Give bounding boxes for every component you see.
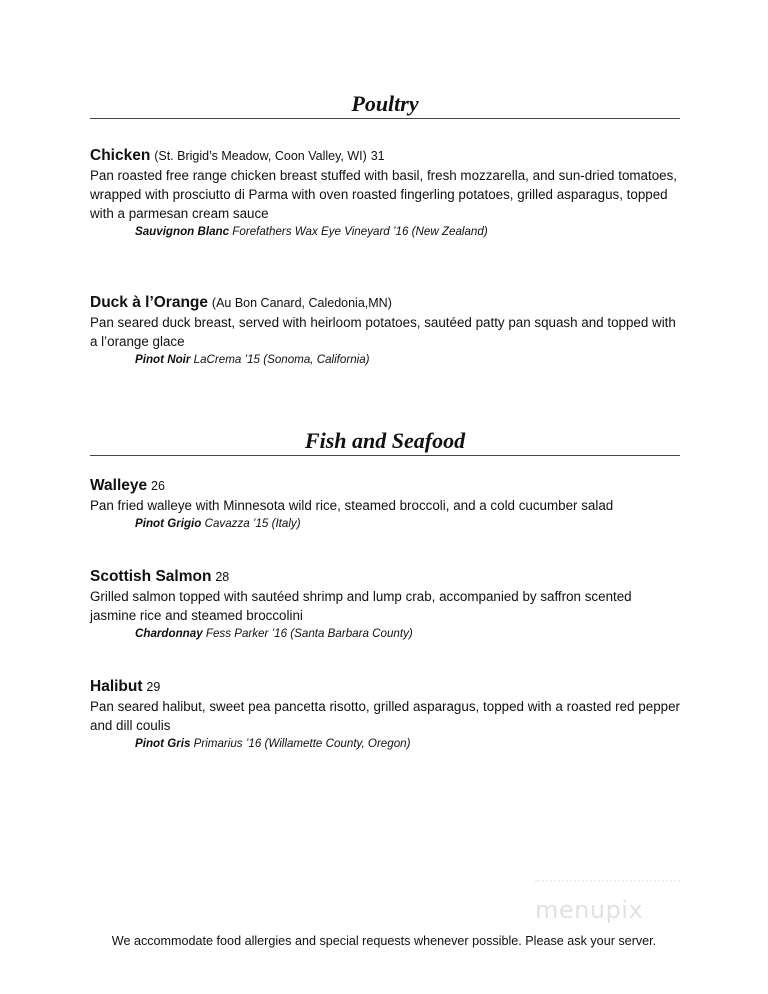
item-description: Pan seared halibut, sweet pea pancetta risotto, grilled asparagus, topped with a roasted red pepper and dill coulis [90, 699, 680, 733]
pairing-detail: Forefathers Wax Eye Vineyard ’16 (New Zealand) [232, 225, 488, 238]
pairing-detail: Cavazza ’15 (Italy) [204, 517, 301, 530]
item-description: Pan seared duck breast, served with heirloom potatoes, sautéed patty pan squash and topped with a l’orange glace [90, 315, 676, 349]
pairing-wine: Pinot Noir [135, 353, 191, 366]
wine-pairing [90, 515, 680, 532]
item-source: (Au Bon Canard, Caledonia,MN) [211, 296, 392, 310]
wine-pairing [90, 223, 680, 240]
item-description: Pan fried walleye with Minnesota wild rice, steamed broccoli, and a cold cucumber salad [90, 498, 614, 513]
section-title-fish-seafood: Fish and Seafood [304, 428, 466, 453]
item-source: (St. Brigid’s Meadow, Coon Valley, WI) [154, 149, 367, 163]
pairing-wine: Pinot Grigio [135, 517, 202, 530]
item-name: Chicken [90, 147, 151, 164]
pairing-wine: Chardonnay [135, 627, 203, 640]
menupix-watermark [530, 870, 690, 930]
menu-item-scottish-salmon [90, 566, 680, 642]
item-header [90, 566, 680, 587]
menu-item-halibut [90, 676, 680, 752]
item-header [90, 676, 680, 697]
menu-item-chicken [90, 145, 680, 240]
item-price: 31 [370, 149, 385, 163]
pairing-wine: Sauvignon Blanc [135, 225, 230, 238]
item-price: 29 [146, 680, 161, 694]
watermark-decoration [535, 880, 680, 886]
item-price: 28 [215, 570, 230, 584]
menu-item-walleye [90, 475, 680, 532]
wine-pairing [90, 625, 680, 642]
wine-pairing [90, 351, 680, 368]
pairing-detail: Fess Parker ’16 (Santa Barbara County) [205, 627, 413, 640]
item-name: Duck à l’Orange [90, 294, 209, 311]
pairing-detail: Primarius ’16 (Willamette County, Oregon) [193, 737, 411, 750]
pairing-detail: LaCrema ’15 (Sonoma, California) [193, 353, 370, 366]
item-header [90, 292, 680, 313]
section-divider [90, 455, 680, 456]
item-header [90, 145, 680, 166]
item-name: Scottish Salmon [90, 568, 212, 585]
item-name: Walleye [90, 477, 148, 494]
menu-item-duck [90, 292, 680, 368]
item-description: Grilled salmon topped with sautéed shrimp and lump crab, accompanied by saffron scented jasmine rice and steamed broccolini [90, 589, 632, 623]
footer-note: We accommodate food allergies and special requests whenever possible. Please ask your server. [111, 934, 657, 948]
item-name: Halibut [90, 678, 143, 695]
watermark-text: menupix [535, 896, 644, 924]
wine-pairing [90, 735, 680, 752]
item-header [90, 475, 680, 496]
section-title-poultry: Poultry [351, 91, 419, 116]
pairing-wine: Pinot Gris [135, 737, 191, 750]
item-description: Pan roasted free range chicken breast stuffed with basil, fresh mozzarella, and sun-dried tomatoes, wrapped with prosciutto di Parma with oven roasted fingerling potatoes, grilled asparagus, topped with a parmesan cream sauce [90, 168, 678, 221]
item-price: 26 [151, 479, 165, 493]
section-divider [90, 118, 680, 119]
